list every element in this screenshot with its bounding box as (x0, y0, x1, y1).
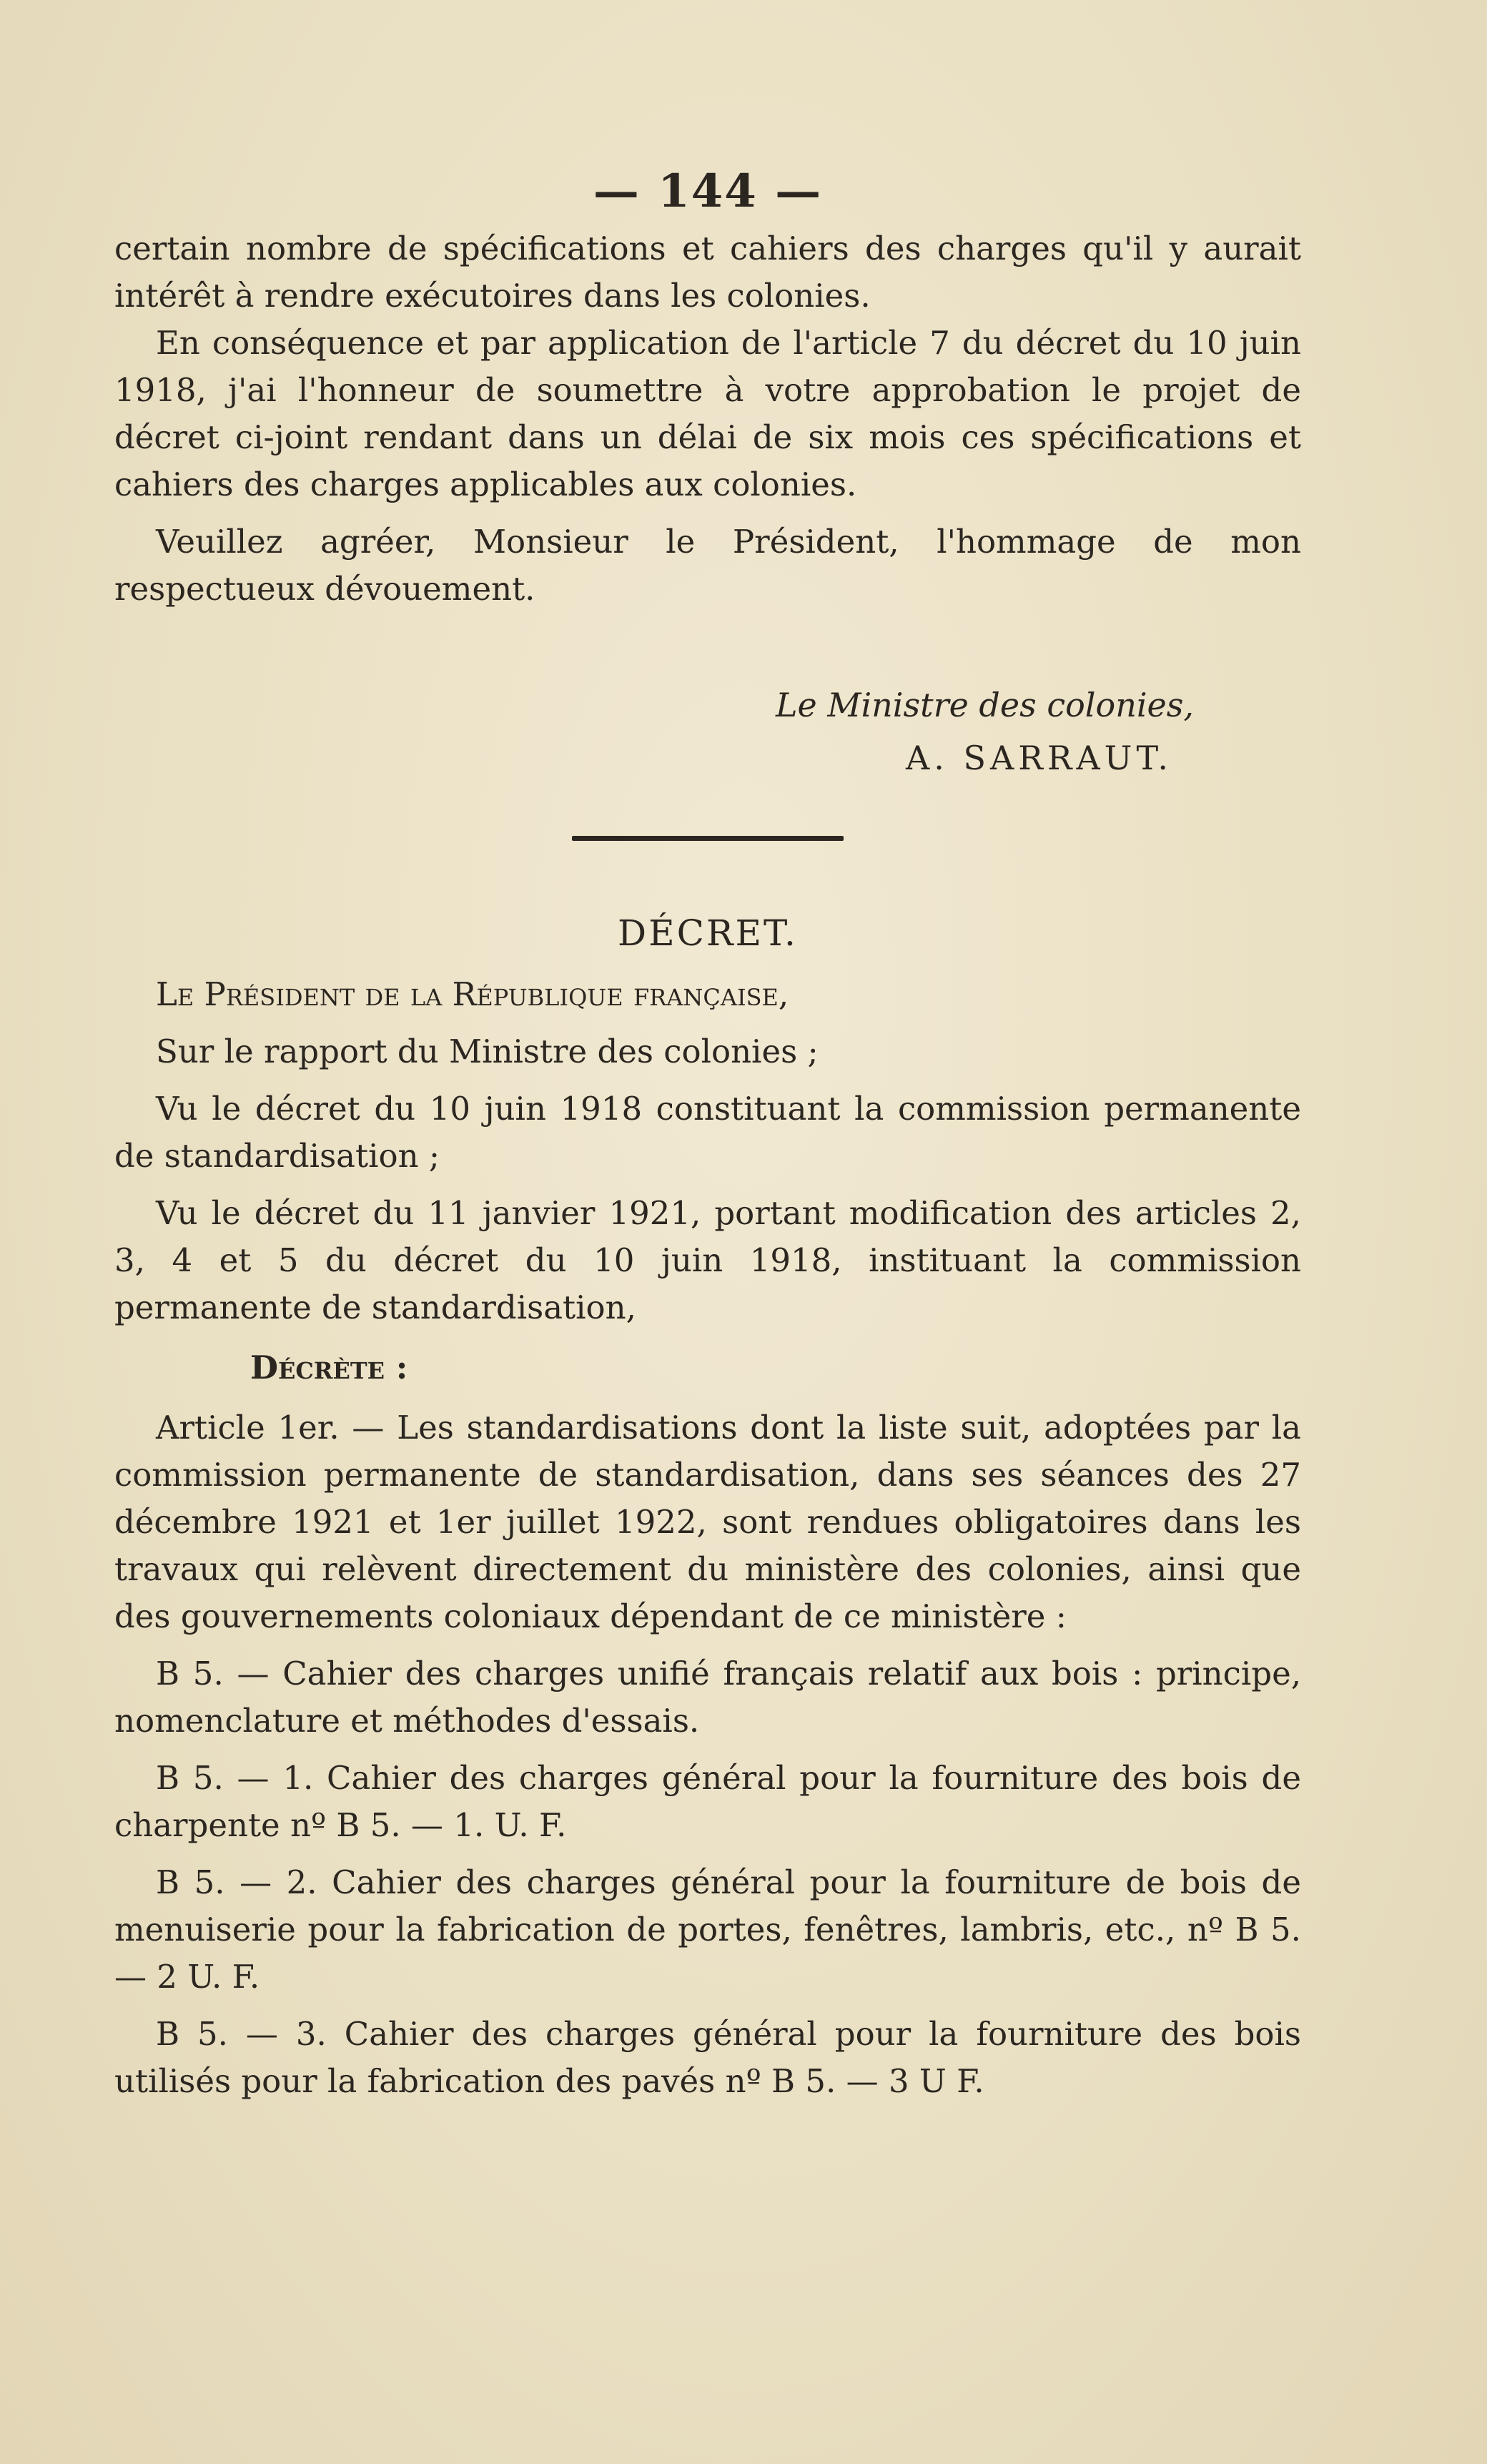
signature-role: Le Ministre des colonies, (775, 686, 1194, 724)
decree-preamble-3: Vu le décret du 10 juin 1918 constituant la commission permanente de standardisation ; (114, 1090, 1301, 1175)
intro-paragraph-1: certain nombre de spécifications et cahiers des charges qu'il y aurait intérêt à rendre exécutoires dans les colonies. (114, 230, 1301, 315)
signature-name: A. SARRAUT. (906, 739, 1172, 777)
document-page (114, 164, 1301, 2105)
list-item: B 5. — 3. Cahier des charges général pour la fourniture des bois utilisés pour la fabrication des pavés nº B 5. — 3 U F. (114, 2015, 1301, 2100)
decree-preamble-2: Sur le rapport du Ministre des colonies ; (156, 1033, 819, 1070)
intro-paragraph-3: Veuillez agréer, Monsieur le Président, l'hommage de mon respectueux dévouement. (114, 523, 1301, 608)
decree-preamble-4: Vu le décret du 11 janvier 1921, portant modification des articles 2, 3, 4 et 5 du décret du 10 juin 1918, instituant la commission permanente de standardisation, (114, 1194, 1301, 1326)
decrete-heading: Décrète : (250, 1349, 408, 1386)
list-item: B 5. — 1. Cahier des charges général pour la fourniture des bois de charpente nº B 5. — 1. U. F. (114, 1759, 1301, 1844)
page-number: — 144 — (593, 164, 823, 218)
intro-paragraph-2: En conséquence et par application de l'article 7 du décret du 10 juin 1918, j'ai l'honneur de soumettre à votre approbation le projet de décret ci-joint rendant dans un délai de six mois ces spécifications et cahiers des charges applicables aux colonies. (114, 324, 1301, 503)
section-separator (572, 836, 844, 841)
article-1: Article 1er. — Les standardisations dont la liste suit, adoptées par la commission permanente de standardisation, dans ses séances des 27 décembre 1921 et 1er juillet 1922, sont rendues obligatoires dans les travaux qui relèvent directement du ministère des colonies, ainsi que des gouvernements coloniaux dépendant de ce ministère : (114, 1409, 1301, 1635)
decree-title: DÉCRET. (618, 912, 798, 954)
decree-preamble-1 (114, 971, 1301, 1018)
decree-preamble-1-text: Le Président de la République française, (156, 975, 789, 1013)
list-item: B 5. — 2. Cahier des charges général pour la fourniture de bois de menuiserie pour la fabrication de portes, fenêtres, lambris, etc., nº B 5. — 2 U. F. (114, 1863, 1301, 1996)
signature-block (114, 679, 1301, 784)
list-item: B 5. — Cahier des charges unifié français relatif aux bois : principe, nomenclature et méthodes d'essais. (114, 1655, 1301, 1740)
